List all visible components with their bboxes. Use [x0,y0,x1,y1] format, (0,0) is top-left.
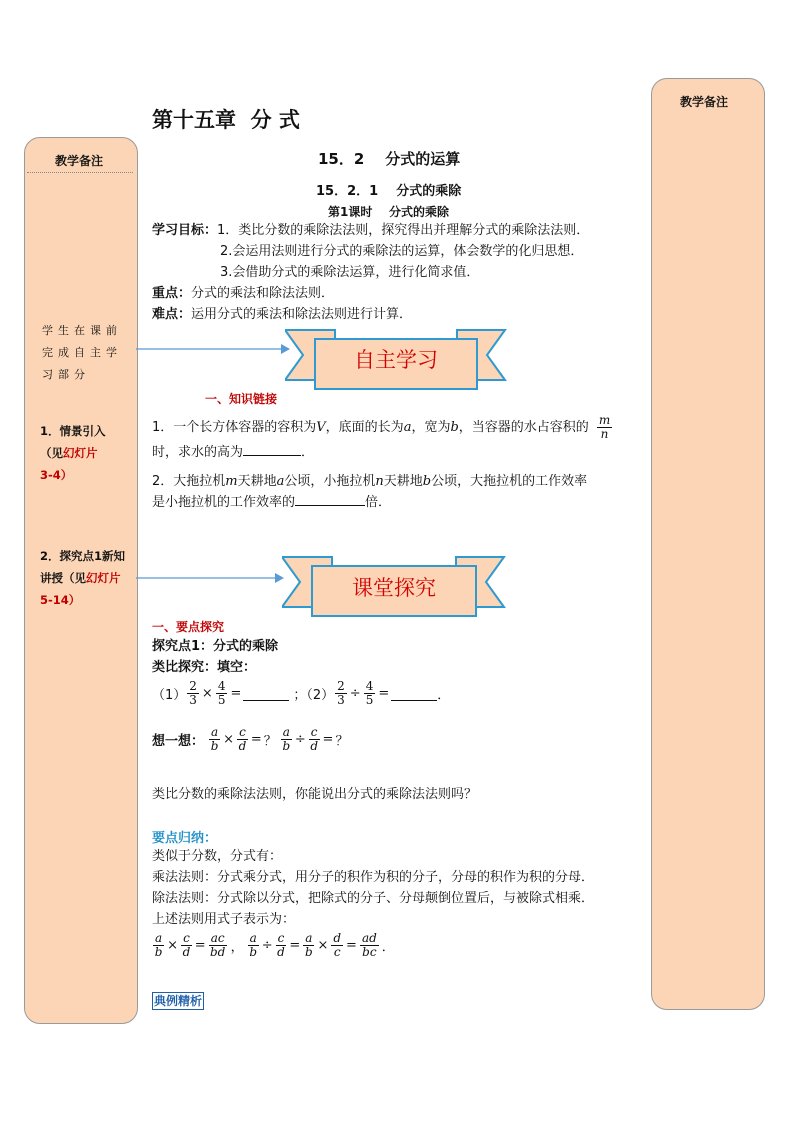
objectives: 学习目标：1．类比分数的乘除法法则，探究得出并理解分式的乘除法法则． 2.会运用法则进行分式的乘除法的运算，体会数学的化归思想． 3.会借助分式的乘除法运算，进行化简求值． 重点：分式的乘法和除法法则． 难点：运用分式的乘法和除法法则进行计算． [152,223,590,322]
question-2: 2．大拖拉机m天耕地a公顷，小拖拉机n天耕地b公顷，大拖拉机的工作效率 是小拖拉机的工作效率的 倍． [152,474,588,510]
fraction-m-over-n: $\frac{m}{n}$ [598,413,611,441]
right-notes-panel [651,78,765,1010]
chapter-title: 第十五章 分 式 [152,107,300,132]
blank-fill-2 [391,686,437,701]
explore-point-title: 探究点1：分式的乘除 [152,639,279,654]
right-panel-title: 教学备注 [680,95,729,109]
rule-formula: $\frac{a}{b}$ × $\frac{c}{d}$ = $\frac{ac}{bd}$ ， $\frac{a}{b}$ ÷ $\frac{c}{d}$ = $\frac{a}{b}$ × $\frac{d}{c}$ = $\frac{ad}{bc}$ ． [154,931,395,959]
lesson-title: 第1课时 分式的乘除 [328,205,450,219]
subsection-title: 15．2．1 分式的乘除 [316,184,462,199]
question-1: 1．一个长方体容器的容积为 V ，底面的长为 a ，宽为 b ，当容器的水占容积的 $\frac{m}{n}$ 时，求水的高为 ． [152,413,611,460]
left-panel-divider [27,172,133,173]
fill-in-row: （1） $\frac{2}{3}$ × $\frac{4}{5}$ = ；（2） $\frac{2}{3}$ ÷ $\frac{4}{5}$ = ． [152,679,451,707]
blank-water-height [243,455,301,456]
left-panel-title: 教学备注 [55,154,104,168]
summary-text: 类似于分数，分式有： 乘法法则：分式乘分式，用分子的积作为积的分子，分母的积作为积的分母． 除法法则：分式除以分式，把除式的分子、分母颠倒位置后，与被除式相乘． 上述法则用式子表示为： [152,849,595,927]
think-row: 想一想： $\frac{a}{b}$ × $\frac{c}{d}$ = ？ $\frac{a}{b}$ ÷ $\frac{c}{d}$ = ？ [152,725,349,753]
banner-self-study-label: 自主学习 [354,348,438,372]
arrow-to-self-study [136,342,292,356]
note-self-study: 学生在课前完成自主学习部分 [42,324,122,381]
section-title: 15．2 分式的运算 [318,150,461,168]
blank-fill-1 [243,686,289,701]
banner-class-explore-label: 课堂探究 [352,576,436,600]
note-explore-point: 2．探究点1新知讲授（见幻灯片 5-14） [40,549,126,607]
note-scenario-intro: 1．情景引入（见幻灯片 3-4） [40,424,106,482]
key-explore-heading: 一、要点探究 [152,620,225,634]
objectives-label: 学习目标： [152,223,218,238]
example-label: 典例精析 [154,994,203,1008]
blank-efficiency-ratio [295,505,365,506]
analogy-prompt: 类比探究：填空： [152,660,257,675]
knowledge-link-heading: 一、知识链接 [205,392,278,406]
summary-heading: 要点归纳： [152,831,218,846]
analogy-question: 类比分数的乘除法法则，你能说出分式的乘除法法则吗？ [152,787,478,802]
arrow-to-class-explore [136,571,286,585]
